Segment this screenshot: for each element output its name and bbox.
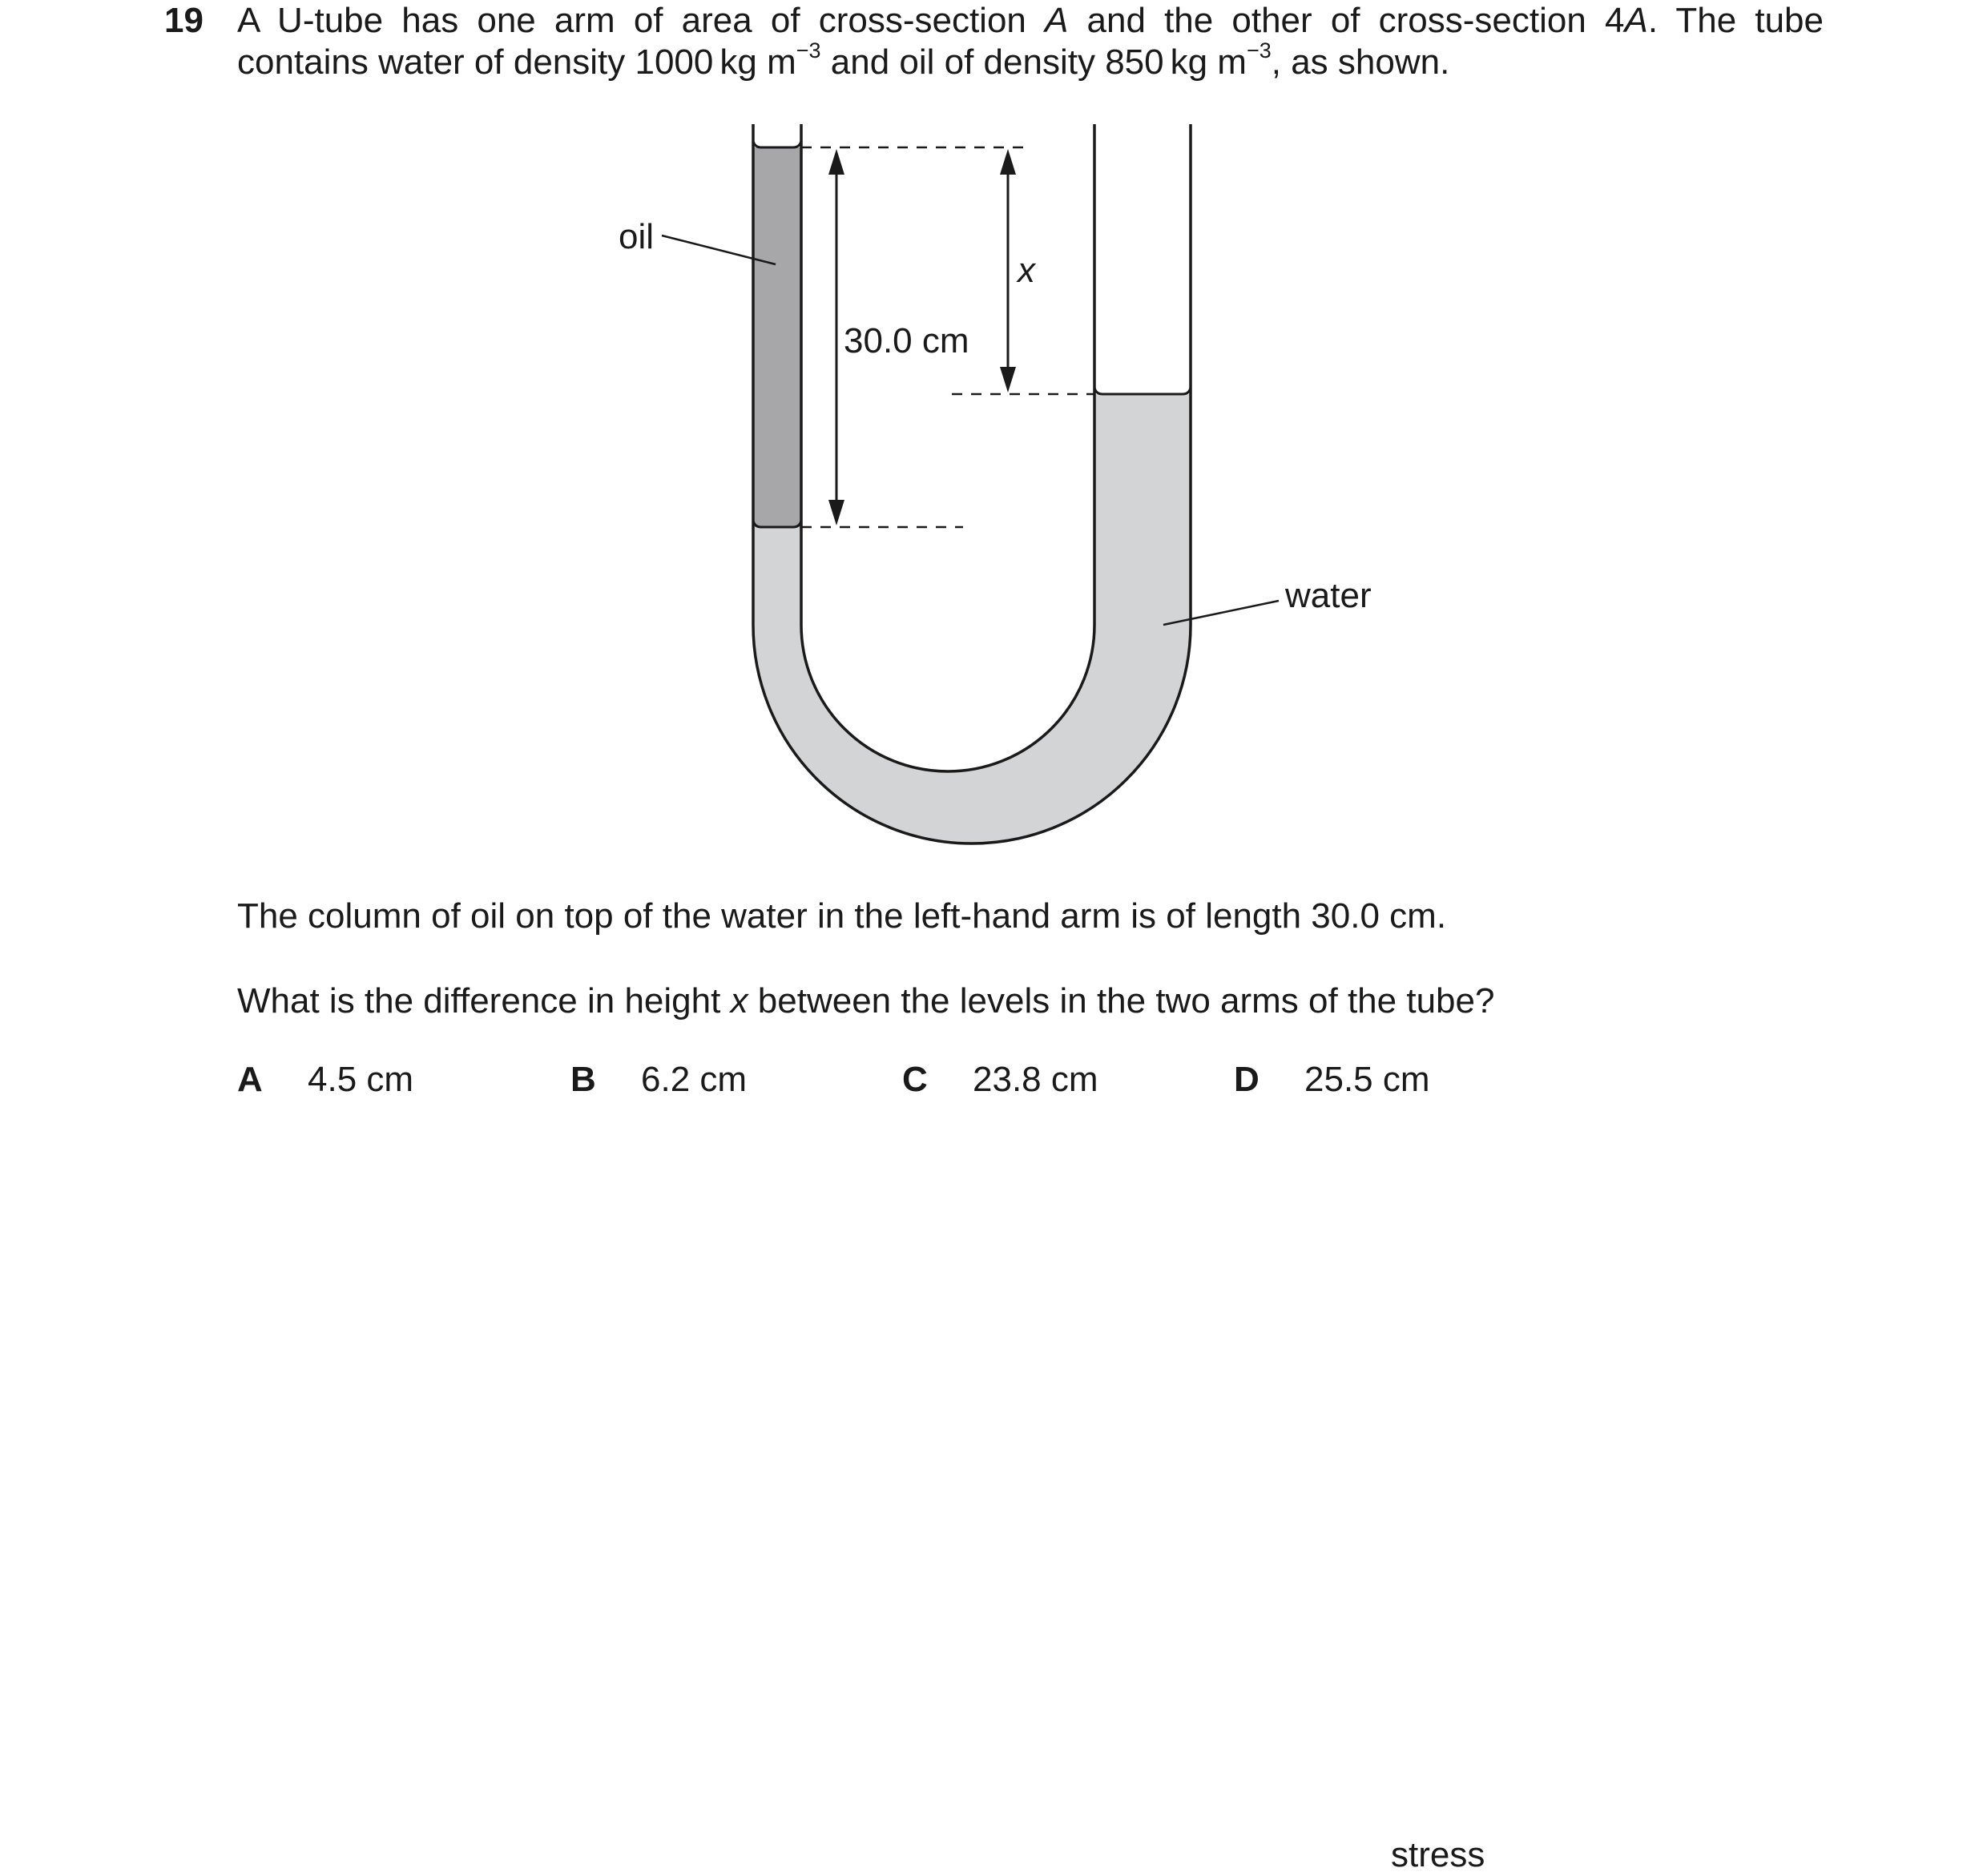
oil-top-meniscus [753, 141, 801, 147]
paragraph-oil-length: The column of oil on top of the water in the left-hand arm is of length 30.0 cm. [237, 896, 1447, 936]
stem-text: and oil of density 850 [820, 42, 1164, 82]
stem-text: A U-tube has one arm of area of cross-section [237, 1, 1046, 40]
unit-exponent: −3 [796, 38, 821, 62]
variable-A: A [1624, 1, 1648, 40]
oil-length-arrow [828, 149, 844, 525]
water-label: water [1285, 576, 1372, 615]
tube-inner-wall [801, 124, 1094, 771]
option-b-letter[interactable]: B [570, 1060, 596, 1099]
water-surface-right [1094, 388, 1191, 394]
option-d-letter[interactable]: D [1234, 1060, 1260, 1099]
option-a-letter[interactable]: A [237, 1060, 263, 1099]
variable-x: x [730, 981, 748, 1021]
x-label: x [1018, 251, 1035, 290]
question-number: 19 [164, 1, 204, 40]
water-region [753, 394, 1191, 843]
u-tube-diagram [0, 0, 1987, 881]
variable-A: A [1045, 1, 1069, 40]
oil-length-label: 30.0 cm [844, 321, 969, 360]
next-page-fragment: stress [1391, 1835, 1485, 1874]
stem-text: contains water of density 1000 [237, 42, 714, 82]
prompt-text: What is the difference in height [237, 981, 731, 1021]
option-c-value[interactable]: 23.8 cm [973, 1060, 1098, 1099]
density-unit: kg m [719, 42, 796, 82]
prompt-text: between the levels in the two arms of the tube? [748, 981, 1495, 1021]
question-prompt [237, 980, 1494, 1022]
option-a-value[interactable]: 4.5 cm [308, 1060, 414, 1099]
stem-text: and the other of cross-section 4 [1068, 1, 1625, 40]
option-b-value[interactable]: 6.2 cm [641, 1060, 748, 1099]
height-difference-arrow [1000, 149, 1016, 393]
stem-text: , as shown. [1271, 42, 1450, 82]
oil-label: oil [619, 217, 655, 256]
option-c-letter[interactable]: C [902, 1060, 928, 1099]
oil-column [753, 147, 801, 527]
option-d-value[interactable]: 25.5 cm [1304, 1060, 1430, 1099]
density-unit: kg m [1170, 42, 1247, 82]
unit-exponent: −3 [1246, 38, 1272, 62]
stem-text: . The tube [1647, 1, 1824, 40]
